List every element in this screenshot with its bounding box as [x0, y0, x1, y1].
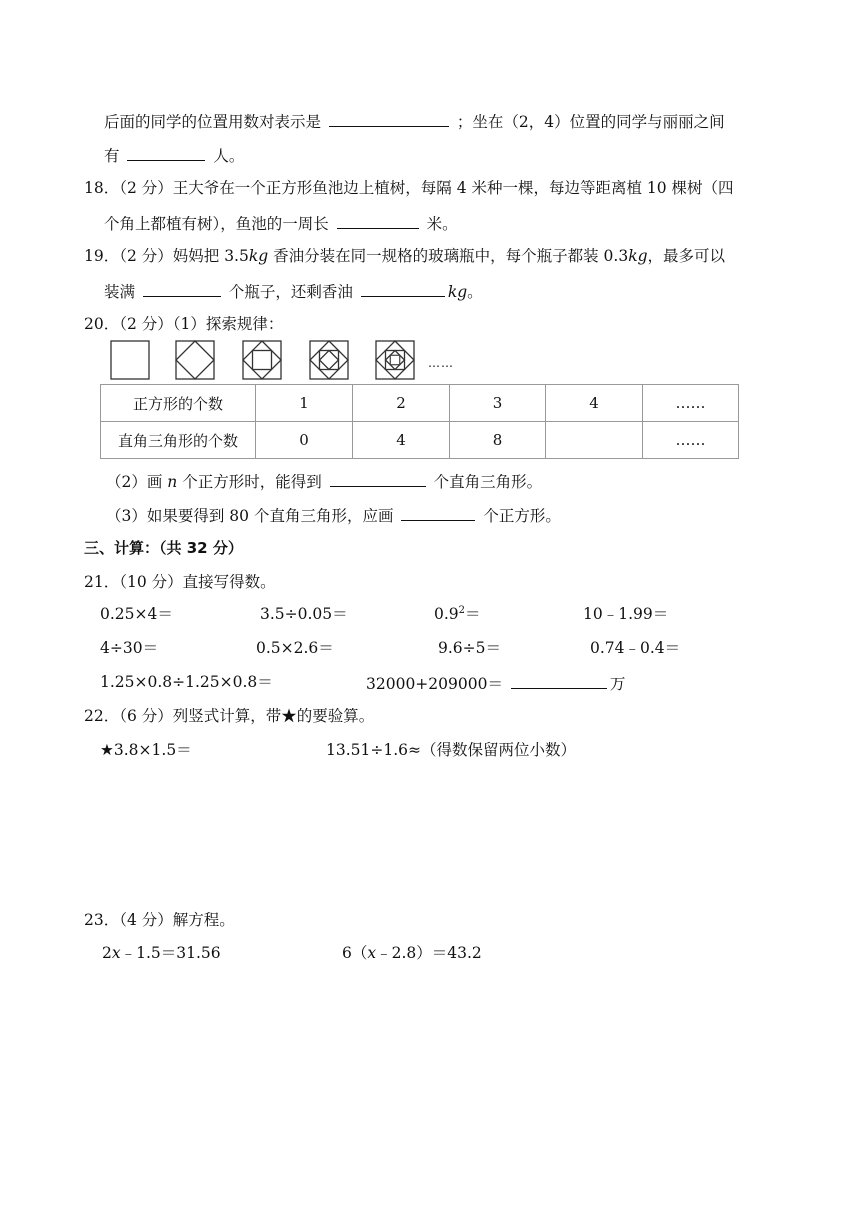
q17-line2 [104, 144, 244, 166]
q19-unit-3: kg [447, 283, 468, 301]
eq-rest: ﹣2.8）＝43.2 [376, 944, 482, 962]
q21-item-eq: ＝ [465, 605, 481, 623]
q20-part3-b: 个正方形。 [483, 507, 561, 525]
q21-item: 3.5÷0.05＝ [260, 605, 348, 623]
q22-item-2: 13.51÷1.6≈（得数保留两位小数） [326, 741, 576, 759]
pattern-figure-5 [375, 340, 415, 380]
q23-title: 23．（4 分）解方程。 [84, 911, 235, 929]
q23-equation-1 [102, 943, 221, 963]
q17-answer-blank-1[interactable] [329, 110, 449, 127]
q17-line1-post: ；坐在（2，4）位置的同学与丽丽之间 [456, 113, 725, 131]
q21-answer-blank[interactable] [511, 672, 607, 689]
exponent: 2 [458, 604, 466, 616]
section-3-heading: 三、计算：（共 32 分） [84, 539, 243, 557]
q21-item: 1.25×0.8÷1.25×0.8＝ [100, 673, 273, 691]
eq-coefficient: 2 [102, 944, 112, 962]
q19-line1-c: ，最多可以 [647, 247, 726, 265]
q19-line1 [84, 246, 725, 266]
q19-unit-2: kg [628, 247, 648, 265]
q19-line2 [104, 280, 483, 302]
q21-item [366, 672, 625, 694]
q20-part2-n: n [167, 473, 178, 491]
table-cell: 8 [450, 422, 546, 459]
q21-title: 21．（10 分）直接写得数。 [84, 573, 276, 591]
q20-answer-blank-2[interactable] [401, 504, 475, 521]
table-cell: 4 [546, 385, 643, 422]
table-row [101, 422, 739, 459]
q19-unit-1: kg [248, 247, 269, 265]
q18-line2-pre: 个角上都植有树），鱼池的一周长 [104, 215, 329, 233]
q18-answer-blank[interactable] [337, 212, 419, 229]
eq-variable: x [111, 944, 121, 962]
eq-coefficient: 6（ [342, 944, 368, 962]
table-cell: 0 [256, 422, 353, 459]
pattern-ellipsis: …… [428, 356, 454, 370]
q21-item: 4÷30＝ [100, 639, 159, 657]
q21-item-base: 0.9 [434, 605, 459, 623]
q21-item-unit: 万 [609, 675, 626, 693]
table-cell: 4 [353, 422, 450, 459]
table-cell: …… [643, 385, 739, 422]
q19-line2-post: 。 [467, 283, 483, 301]
q22-item-1: ★3.8×1.5＝ [100, 741, 192, 759]
pattern-figure-4 [309, 340, 349, 380]
q19-line1-a: 19．（2 分）妈妈把 3.5 [84, 247, 249, 265]
eq-variable: x [367, 944, 377, 962]
q18-line1: 18．（2 分）王大爷在一个正方形鱼池边上植树，每隔 4 米种一棵，每边等距离植 10 棵树（四 [84, 179, 734, 197]
q21-item [434, 604, 481, 624]
table-row-label: 直角三角形的个数 [101, 422, 256, 459]
q20-title: 20．（2 分）（1）探索规律： [84, 315, 284, 333]
table-cell: …… [643, 422, 739, 459]
q21-item: 0.25×4＝ [100, 605, 173, 623]
q17-line2-pre: 有 [104, 147, 120, 165]
q20-part3-a: （3）如果要得到 80 个直角三角形，应画 [106, 507, 394, 525]
q18-line2-post: 米。 [426, 215, 458, 233]
q20-part2-a: （2）画 [106, 473, 168, 491]
q20-part2-c: 个直角三角形。 [433, 473, 543, 491]
q22-title: 22．（6 分）列竖式计算，带★的要验算。 [84, 707, 375, 725]
table-answer-cell[interactable] [546, 422, 643, 459]
q19-line2-mid: 个瓶子，还剩香油 [228, 283, 353, 301]
q20-part3 [106, 504, 561, 526]
q20-answer-blank-1[interactable] [330, 470, 426, 487]
q17-line2-post: 人。 [213, 147, 245, 165]
q20-part2-b: 个正方形时，能得到 [177, 473, 322, 491]
pattern-figure-1 [110, 340, 150, 380]
q23-equation-2 [342, 943, 482, 963]
q19-answer-blank-1[interactable] [143, 280, 221, 297]
q19-line1-b: 香油分装在同一规格的玻璃瓶中，每个瓶子都装 0.3 [268, 247, 629, 265]
q19-line2-pre: 装满 [104, 283, 136, 301]
table-cell: 3 [450, 385, 546, 422]
q20-part2 [106, 470, 542, 492]
q17-answer-blank-2[interactable] [127, 144, 205, 161]
q21-item: 10﹣1.99＝ [583, 605, 669, 623]
table-cell: 2 [353, 385, 450, 422]
q19-answer-blank-2[interactable] [361, 280, 445, 297]
q17-line1 [104, 110, 725, 132]
q17-line1-pre: 后面的同学的位置用数对表示是 [104, 113, 322, 131]
table-cell: 1 [256, 385, 353, 422]
q21-item-expr: 32000+209000＝ [366, 675, 503, 693]
q21-item: 9.6÷5＝ [438, 639, 501, 657]
table-row [101, 385, 739, 422]
q21-item: 0.5×2.6＝ [256, 639, 334, 657]
pattern-figure-2 [175, 340, 215, 380]
q18-line2 [104, 212, 458, 234]
eq-rest: ﹣1.5＝31.56 [120, 944, 221, 962]
pattern-figure-3 [242, 340, 282, 380]
q21-item: 0.74﹣0.4＝ [590, 639, 681, 657]
pattern-table [100, 384, 739, 459]
table-row-label: 正方形的个数 [101, 385, 256, 422]
